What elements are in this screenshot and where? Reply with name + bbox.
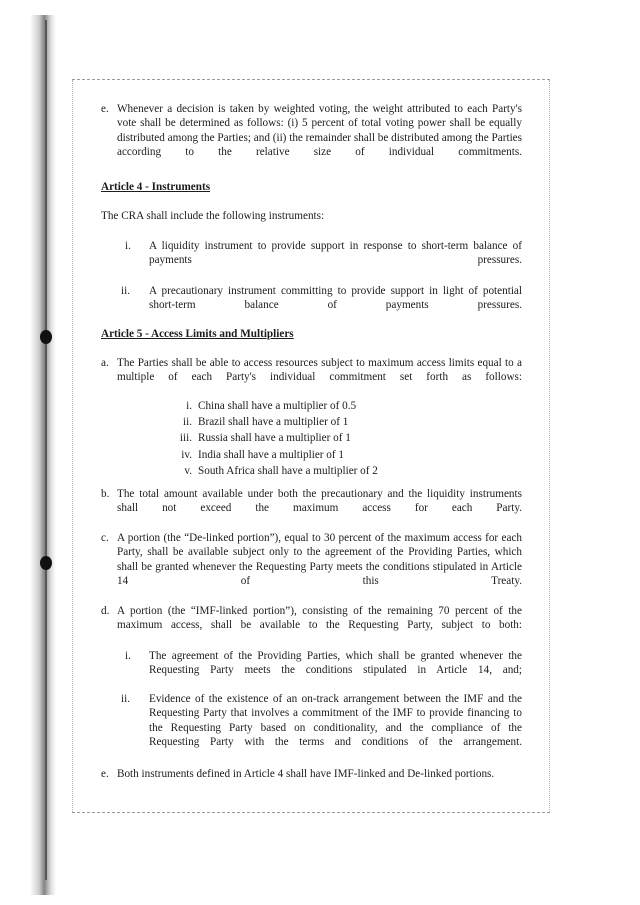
para-a-text: The Parties shall be able to access resources subject to maximum access limits equal to a multiple of each Party's individual commitment set forth as follows: <box>117 357 522 384</box>
para-c-marker: c. <box>101 532 109 544</box>
page-frame-right <box>549 80 550 812</box>
page-frame-bottom <box>72 812 550 813</box>
instrument-ii-text: A precautionary instrument committing to provide support in light of potential short-term balance of payments pressures. <box>149 285 522 312</box>
list-item <box>168 399 378 415</box>
list-item <box>168 431 378 447</box>
multiplier-marker: iii. <box>179 432 192 445</box>
condition-i-text: The agreement of the Providing Parties, which shall be granted whenever the Requesting Party meets the conditions stipulated in Article 14, and; <box>149 650 522 677</box>
condition-ii-marker: ii. <box>121 693 131 705</box>
condition-i-marker: i. <box>125 650 131 662</box>
multiplier-list <box>168 399 378 480</box>
instrument-ii-marker: ii. <box>121 285 131 297</box>
para-d-marker: d. <box>101 605 110 617</box>
article-4-intro: The CRA shall include the following instruments: <box>101 210 325 222</box>
para-d-text: A portion (the “IMF-linked portion”), consisting of the remaining 70 percent of the maximum access, shall be available to the Requesting Party, subject to both: <box>117 605 522 632</box>
condition-ii-text: Evidence of the existence of an on-track arrangement between the IMF and the Requesting Party that involves a commitment of the IMF to provide financing to the Requesting Party based on conditionality, and the compliance of the Requesting Party with the terms and conditions of the arrangement. <box>149 693 522 749</box>
article-4-heading: Article 4 - Instruments <box>101 181 211 193</box>
page-frame-top <box>72 79 550 80</box>
binder-hole-lower <box>40 556 52 570</box>
instrument-i-text: A liquidity instrument to provide support in response to short-term balance of payments pressures. <box>149 240 522 267</box>
multiplier-text: India shall have a multiplier of 1 <box>198 448 345 461</box>
para-e2-text: Both instruments defined in Article 4 shall have IMF-linked and De-linked portions. <box>117 768 495 780</box>
para-e-marker: e. <box>101 103 109 115</box>
scan-binding-edge <box>45 20 47 880</box>
para-e2-marker: e. <box>101 768 109 780</box>
list-item <box>168 415 378 431</box>
list-item <box>168 464 378 480</box>
binder-hole-upper <box>40 330 52 344</box>
multiplier-marker: ii. <box>182 416 192 429</box>
para-a-marker: a. <box>101 357 109 369</box>
scan-binding-shadow <box>30 15 56 895</box>
list-item <box>168 448 378 464</box>
multiplier-marker: iv. <box>181 448 192 461</box>
para-e-text: Whenever a decision is taken by weighted voting, the weight attributed to each Party's vote shall be determined as follows: (i) 5 percent of total voting power shall be equally distributed among the Parties; and (ii) the remainder shall be distributed among the Parties according to the relative size of individual commitments. <box>117 103 522 159</box>
multiplier-text: Russia shall have a multiplier of 1 <box>198 432 351 445</box>
multiplier-text: China shall have a multiplier of 0.5 <box>198 400 357 412</box>
para-b-text: The total amount available under both the precautionary and the liquidity instruments shall not exceed the maximum access for each Party. <box>117 488 522 515</box>
multiplier-text: Brazil shall have a multiplier of 1 <box>198 416 349 429</box>
multiplier-marker: v. <box>184 464 192 477</box>
page-frame-left <box>72 80 73 812</box>
article-5-heading: Article 5 - Access Limits and Multipliers <box>101 328 294 340</box>
instrument-i-marker: i. <box>125 240 131 252</box>
multiplier-text: South Africa shall have a multiplier of 2 <box>198 464 378 477</box>
multiplier-marker: i. <box>186 400 192 412</box>
para-c-text: A portion (the “De-linked portion”), equal to 30 percent of the maximum access for each Party, shall be available subject only to the agreement of the Providing Parties, which shall be granted whenever the Requesting Party meets the conditions stipulated in Article 14 of this Treaty. <box>117 532 522 588</box>
para-b-marker: b. <box>101 488 110 500</box>
